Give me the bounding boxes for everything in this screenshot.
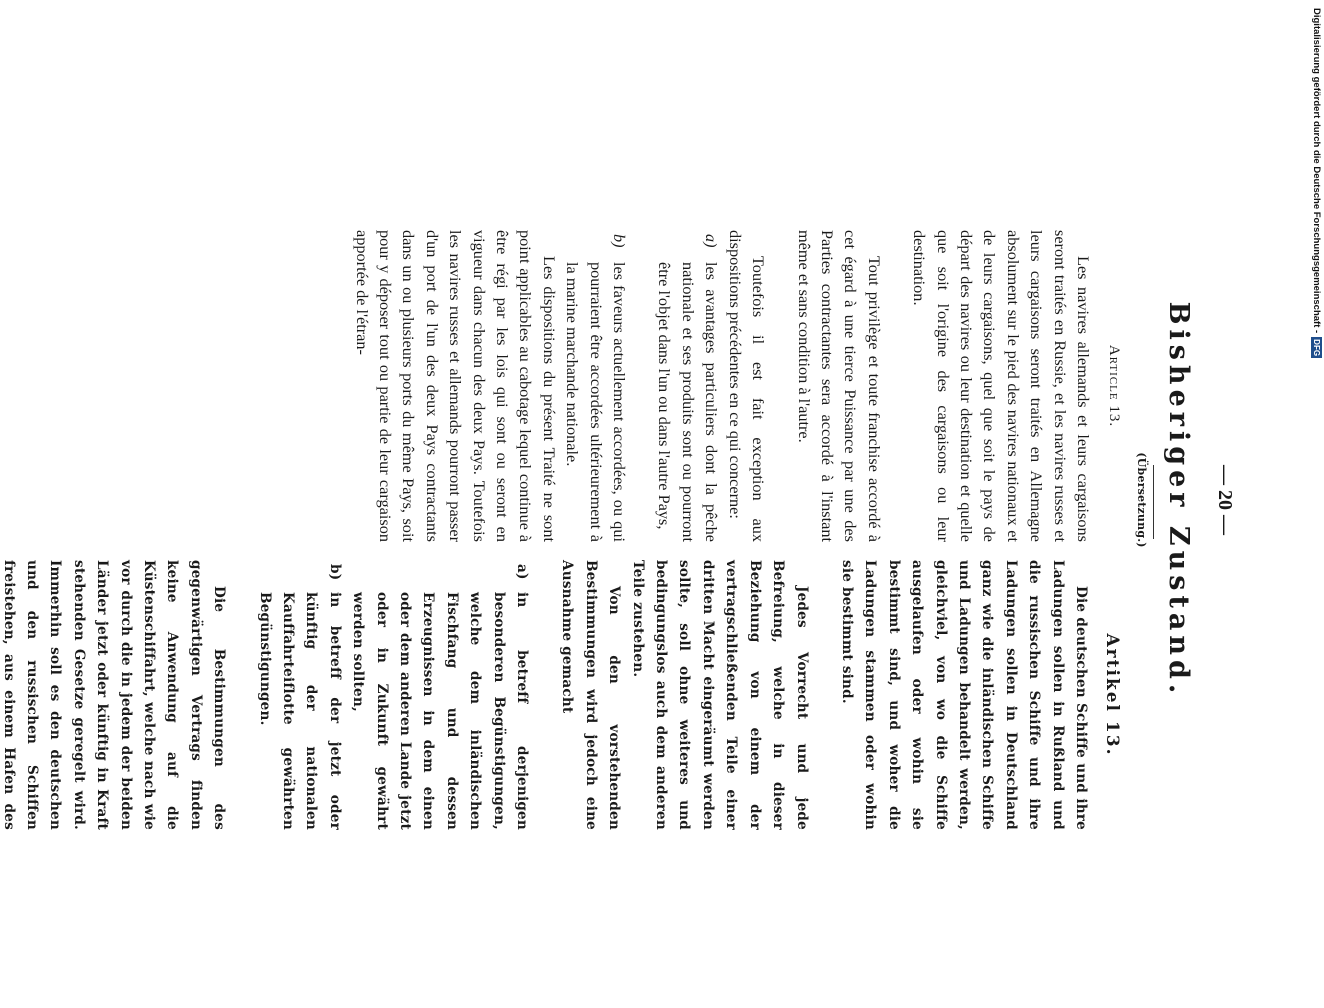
french-item-a-text: les avantages particuliers dont la pêche nationale et ses produits sont ou pourront être l'objet dans l'un ou dans l'autre Pays, (655, 262, 722, 542)
page-subtitle: (Übersetzung.) (1135, 452, 1148, 548)
german-item-b-text: in betreff der jetzt oder künftig der nationalen Kauffahrteiflotte gewährten Begünstigungen. (256, 592, 343, 830)
digitization-credit (1310, 0, 1324, 1000)
digitization-credit-text: Digitalisierung gefördert durch die Deutsche Forschungsgemeinschaft - (1311, 8, 1323, 334)
german-column (0, 560, 1122, 830)
german-article-title: Artikel 13. (1102, 633, 1122, 757)
french-item-b (561, 230, 631, 542)
german-item-b-mark: b) (326, 564, 343, 581)
french-article-title: Article 13. (1106, 344, 1122, 428)
german-item-a-mark: a) (514, 564, 531, 580)
french-paragraph-1: Les navires allemands et leurs cargaisons seront traités en Russie, et les navires russes et leurs cargaisons seront traités en Allemagne absolument sur le pied des navires nationaux et de leurs cargaisons, quel que soit le pays de départ des navires ou leur destination et quelle que soit l'origine des cargaisons ou leur destination. (910, 230, 1093, 542)
french-paragraph-3: Toutefois il est fait exception aux dispositions précédentes en ce qui concerne: (725, 230, 769, 542)
german-item-a-text: in betreff derjenigen besonderen Begünstigungen, welche dem inländischen Fischfang und dessen Erzeugnissen in dem einen oder dem anderen Lande jetzt oder in Zukunft gewährt werden sollten, (350, 592, 531, 830)
french-item-b-mark: b) (610, 234, 630, 248)
german-paragraph-4: Die Bestimmungen des gegenwärtigen Vertrags finden keine Anwendung auf die Küstenschiffahrt, welche nach wie vor durch die in jedem der beiden Länder jetzt oder künftig in Kraft stehenden Gesetze geregelt wird. Immerhin soll es den deutschen und den russischen Schiffen freistehen, aus einem Hafen des (0, 560, 228, 830)
dfg-logo: DFG (1312, 339, 1322, 357)
french-item-a (653, 230, 723, 542)
french-item-a-mark: a) (702, 234, 722, 248)
german-item-a (346, 560, 533, 830)
german-paragraph-2: Jedes Vorrecht und jede Befreiung, welche in dieser Beziehung von einem der vertragschließenden Teile einer dritten Macht eingeräumt werden sollte, soll ohne weiteres und bedingungslos auch dem anderen Teile zustehen. (629, 560, 810, 830)
german-paragraph-1: Die deutschen Schiffe und ihre Ladungen sollen in Rußland und die russischen Schiffe und ihre Ladungen sollen in Deutschland ganz wie die inländischen Schiffe und Ladungen behandelt werden, gleichviel, von wo die Schiffe ausgelaufen oder wohin sie bestimmt sind, und woher die Ladungen stammen oder wohin sie bestimmt sind. (838, 560, 1089, 830)
french-item-b-text: les faveurs actuellement accordées, ou qui pourraient être accordées ultérieurement à la marine marchande nationale. (563, 262, 630, 542)
french-paragraph-2: Tout privilège et toute franchise accordé à cet égard à une tierce Puissance par une des Parties contractantes sera accordé à l'instant même et sans condition à l'autre. (794, 230, 884, 542)
german-paragraph-3: Von den vorstehenden Bestimmungen wird jedoch eine Ausnahme gemacht (559, 560, 623, 830)
page-title: Bisheriger Zustand. (1163, 301, 1194, 699)
page-number: — 20 — (1214, 465, 1236, 535)
french-paragraph-4: Les dispositions du présent Traité ne sont point applicables au cabotage lequel continue à être régi par les lois qui sont ou seront en vigueur dans chacun des deux Pays. Toutefois les navires russes et allemands pourront passer d'un port de l'un des deux Pays contractants dans un ou plusieurs ports du même Pays, soit pour y déposer tout ou partie de leur cargaison apportée de l'étran- (352, 230, 559, 542)
german-item-b (252, 560, 346, 830)
french-column (350, 230, 1122, 542)
title-divider (1153, 465, 1154, 539)
